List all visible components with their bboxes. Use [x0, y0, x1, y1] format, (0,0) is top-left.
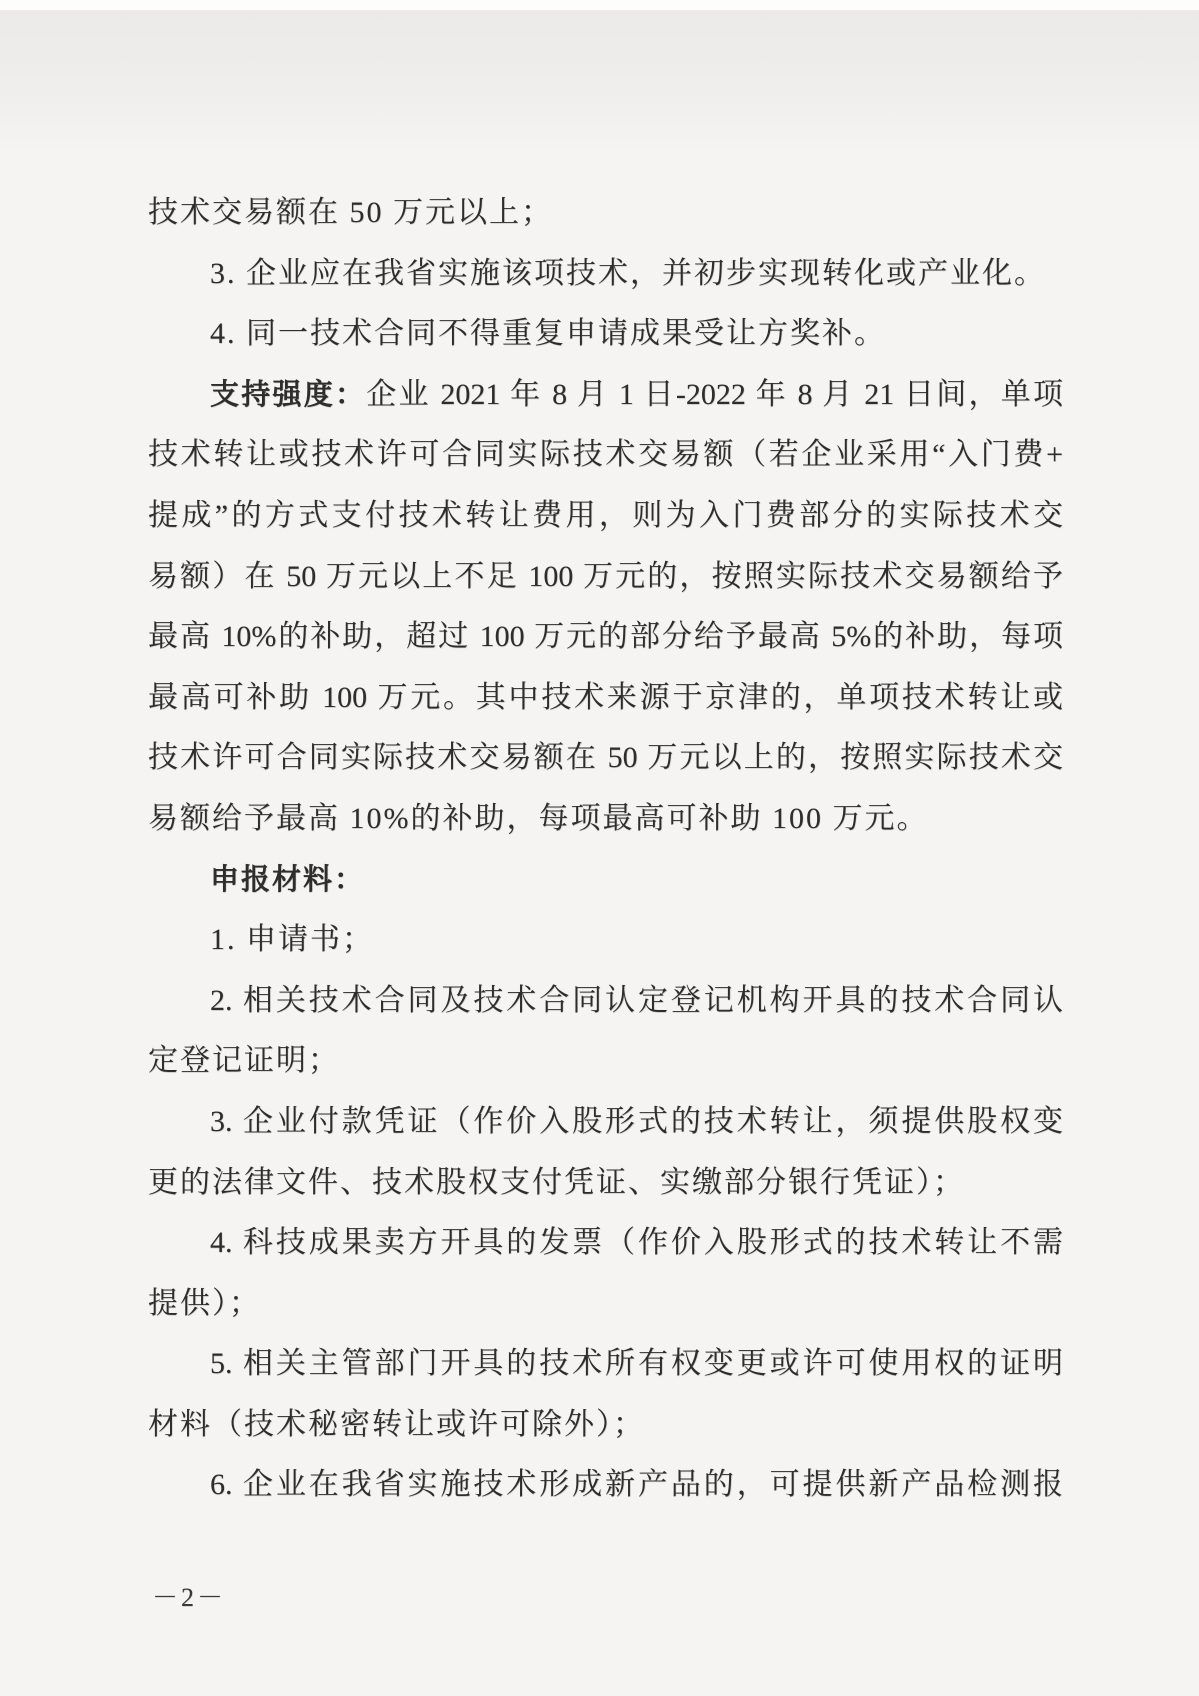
document-line	[148, 850, 1063, 911]
document-line: 技术转让或技术许可合同实际技术交易额（若企业采用“入门费+	[148, 438, 1063, 472]
document-line: 最高 10%的补助，超过 100 万元的部分给予最高 5%的补助，每项	[148, 620, 1063, 654]
scan-shading-artifact	[0, 10, 1199, 155]
document-line: 支持强度：企业 2021 年 8 月 1 日-2022 年 8 月 21 日间，单项	[210, 377, 1063, 411]
document-line: 技术许可合同实际技术交易额在 50 万元以上的，按照实际技术交	[148, 741, 1063, 775]
document-body	[148, 183, 1063, 1516]
document-line: 易额给予最高 10%的补助，每项最高可补助 100 万元。	[148, 801, 929, 835]
document-line: 提供）；	[148, 1286, 261, 1320]
section-heading: 支持强度：	[210, 378, 367, 411]
document-line: 2. 相关技术合同及技术合同认定登记机构开具的技术合同认	[210, 983, 1063, 1017]
document-line: 技术交易额在 50 万元以上；	[148, 196, 553, 229]
document-line: 定登记证明；	[148, 1044, 340, 1078]
document-line: 6. 企业在我省实施技术形成新产品的，可提供新产品检测报	[210, 1468, 1063, 1502]
document-line: 1. 申请书；	[210, 923, 374, 957]
document-line: 提成”的方式支付技术转让费用，则为入门费部分的实际技术交	[148, 498, 1063, 532]
document-line: 易额）在 50 万元以上不足 100 万元的，按照实际技术交易额给予	[148, 559, 1063, 593]
document-line: 5. 相关主管部门开具的技术所有权变更或许可使用权的证明	[210, 1347, 1063, 1381]
document-line: 3. 企业应在我省实施该项技术，并初步实现转化或产业化。	[210, 256, 1046, 290]
section-heading: 申报材料：	[210, 863, 366, 896]
scan-edge-artifact	[0, 0, 1199, 10]
page-number: －2－	[152, 1583, 227, 1612]
document-line: 3. 企业付款凭证（作价入股形式的技术转让，须提供股权变	[210, 1104, 1063, 1138]
document-line: 最高可补助 100 万元。其中技术来源于京津的，单项技术转让或	[148, 680, 1063, 714]
document-line: 更的法律文件、技术股权支付凭证、实缴部分银行凭证）；	[148, 1165, 965, 1199]
document-line: 4. 科技成果卖方开具的发票（作价入股形式的技术转让不需	[210, 1226, 1063, 1260]
document-line: 材料（技术秘密转让或许可除外）；	[148, 1407, 645, 1441]
document-line: 4. 同一技术合同不得重复申请成果受让方奖补。	[210, 317, 886, 351]
